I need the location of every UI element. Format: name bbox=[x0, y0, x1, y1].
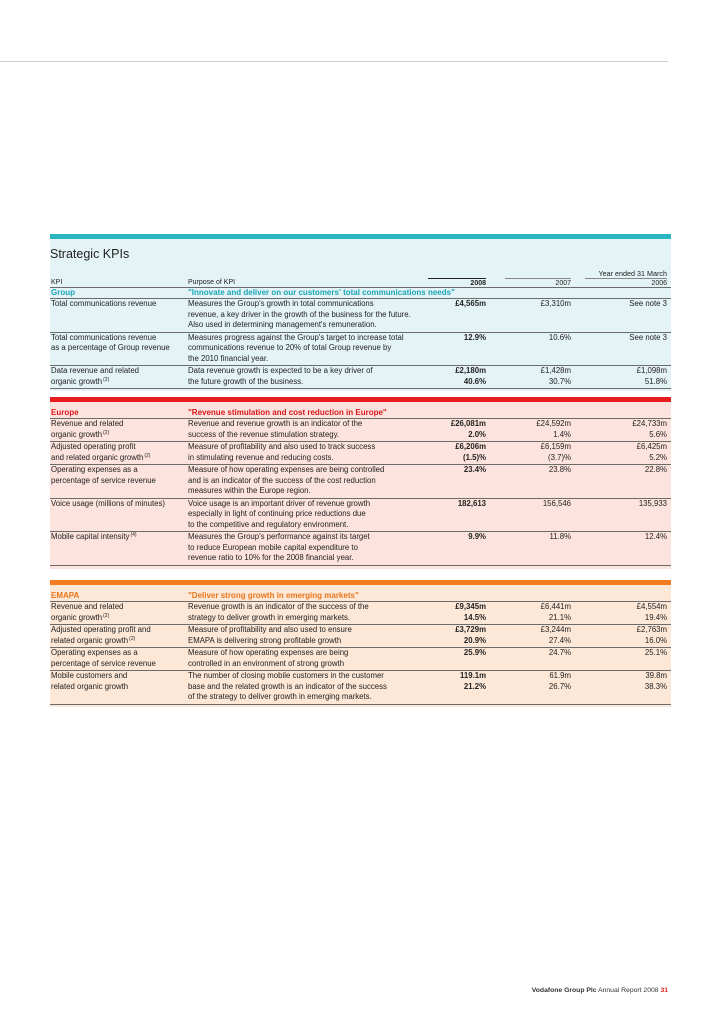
kpi-purpose-line: success of the revenue stimulation strategy. bbox=[188, 429, 340, 439]
kpi-purpose-line: Measure of profitability and also used to ensure bbox=[188, 625, 352, 634]
value-2006-line: See note 3 bbox=[629, 332, 667, 342]
kpi-purpose-line: the 2010 financial year. bbox=[188, 353, 269, 363]
value-2008-line: 25.9% bbox=[463, 648, 486, 657]
kpi-purpose-line: in stimulating revenue and reducing costs. bbox=[188, 452, 334, 462]
value-2007-line: £3,310m bbox=[540, 299, 571, 308]
page-title: Strategic KPIs bbox=[50, 247, 130, 261]
value-2007-line: 23.8% bbox=[548, 465, 571, 474]
value-2007-line: (3.7)% bbox=[548, 452, 571, 462]
value-2007-line: 61.9m bbox=[549, 671, 571, 680]
value-2006-line: See note 3 bbox=[629, 299, 667, 308]
value-2007-line: 11.8% bbox=[549, 532, 571, 541]
kpi-table-row bbox=[50, 671, 671, 705]
kpi-purpose-line: base and the related growth is an indicator of the success bbox=[188, 681, 387, 691]
kpi-purpose bbox=[188, 419, 438, 440]
kpi-table-row bbox=[50, 333, 671, 367]
kpi-label-line: organic growth bbox=[51, 429, 103, 439]
year-2008-header: 2008 bbox=[428, 278, 486, 288]
value-2008-line: 9.9% bbox=[468, 532, 486, 541]
top-divider bbox=[0, 61, 668, 62]
value-2007 bbox=[505, 671, 571, 692]
purpose-column-header: Purpose of KPI bbox=[188, 279, 236, 286]
kpi-table-row bbox=[50, 532, 671, 566]
value-2008-line: £6,206m bbox=[455, 442, 486, 451]
kpi-label-line: and related organic growth bbox=[51, 452, 144, 462]
value-2007 bbox=[505, 625, 571, 646]
value-2006-line: 39.8m bbox=[645, 671, 667, 680]
value-2007-line: 156,546 bbox=[542, 498, 571, 508]
value-2006 bbox=[585, 299, 667, 310]
value-2008 bbox=[428, 671, 486, 692]
value-2007 bbox=[505, 366, 571, 387]
kpi-purpose-line: of the strategy to deliver growth in emerging markets. bbox=[188, 692, 372, 701]
kpi-label-line: Total communications revenue bbox=[51, 332, 157, 342]
value-2007-line: 24.7% bbox=[548, 648, 571, 657]
value-2006-line: 12.4% bbox=[644, 532, 667, 541]
value-2008-line: £4,565m bbox=[455, 299, 486, 308]
kpi-purpose-line: EMAPA is delivering strong profitable growth bbox=[188, 635, 342, 645]
kpi-purpose-line: Measures progress against the Group's target to increase total bbox=[188, 332, 404, 342]
group-section-header bbox=[50, 288, 671, 299]
value-2007-line: 27.4% bbox=[548, 635, 571, 645]
value-2007 bbox=[505, 333, 571, 344]
kpi-label bbox=[51, 333, 186, 354]
europe-section-name: Europe bbox=[51, 408, 79, 417]
kpi-table-row bbox=[50, 625, 671, 648]
value-2006 bbox=[585, 532, 667, 543]
value-2008-line: 12.9% bbox=[463, 332, 486, 342]
value-2008-line: £26,081m bbox=[450, 419, 486, 428]
footer-company: Vodafone Group Plc bbox=[531, 987, 597, 994]
kpi-table-row bbox=[50, 366, 671, 389]
value-2006 bbox=[585, 366, 667, 387]
value-2007-line: £6,159m bbox=[540, 442, 571, 451]
value-2007 bbox=[505, 465, 571, 476]
kpi-label-line: Adjusted operating profit and bbox=[51, 625, 151, 634]
value-2006-line: 16.0% bbox=[644, 635, 667, 645]
kpi-label-line: Total communications revenue bbox=[51, 299, 157, 308]
kpi-label-line: organic growth bbox=[51, 376, 103, 386]
kpi-label bbox=[51, 299, 186, 310]
value-2006 bbox=[585, 419, 667, 440]
kpi-label: Revenue and related organic growth (2) bbox=[51, 419, 186, 440]
kpi-label-line: Mobile capital intensity bbox=[51, 532, 130, 541]
value-2007 bbox=[505, 648, 571, 659]
kpi-purpose-line: Revenue and revenue growth is an indicator of the bbox=[188, 419, 363, 428]
kpi-purpose bbox=[188, 648, 438, 669]
kpi-label bbox=[51, 671, 186, 692]
kpi-purpose-line: Measures the Group's growth in total communications bbox=[188, 299, 374, 308]
kpi-purpose bbox=[188, 442, 438, 463]
kpi-label-line: percentage of service revenue bbox=[51, 658, 156, 668]
value-2006-line: £1,098m bbox=[636, 366, 667, 375]
value-2006-line: 51.8% bbox=[644, 376, 667, 386]
kpi-purpose bbox=[188, 299, 438, 331]
kpi-purpose-line: Measure of profitability and also used to track success bbox=[188, 442, 376, 451]
kpi-purpose-line: controlled in an environment of strong growth bbox=[188, 658, 345, 668]
value-2008 bbox=[428, 333, 486, 344]
kpi-table-row bbox=[50, 499, 671, 533]
kpi-purpose-line: Measures the Group's performance against its target bbox=[188, 532, 370, 541]
value-2007-line: 21.1% bbox=[548, 612, 571, 622]
kpi-table-row bbox=[50, 419, 671, 442]
value-2008 bbox=[428, 648, 486, 659]
kpi-label-line: Voice usage (millions of minutes) bbox=[51, 498, 165, 508]
europe-section-header bbox=[50, 408, 671, 419]
value-2008-line: 182,613 bbox=[457, 498, 486, 508]
kpi-label-line: Adjusted operating profit bbox=[51, 442, 136, 451]
value-2006 bbox=[585, 648, 667, 659]
group-section-theme: "Innovate and deliver on our customers' total communications needs" bbox=[188, 288, 455, 297]
value-2006-line: 5.6% bbox=[649, 429, 667, 439]
value-2006-line: £2,763m bbox=[636, 625, 667, 634]
emapa-section-theme: "Deliver strong growth in emerging markets" bbox=[188, 591, 359, 600]
value-2008 bbox=[428, 532, 486, 543]
value-2008-line: £2,180m bbox=[455, 366, 486, 375]
value-2008 bbox=[428, 499, 486, 510]
value-2006 bbox=[585, 671, 667, 692]
kpi-label bbox=[51, 499, 186, 510]
kpi-purpose bbox=[188, 465, 438, 497]
kpi-label-line: Data revenue and related bbox=[51, 366, 139, 375]
emapa-section-name: EMAPA bbox=[51, 591, 80, 600]
value-2008-line: 119.1m bbox=[459, 671, 486, 680]
europe-section-theme: "Revenue stimulation and cost reduction in Europe" bbox=[188, 408, 387, 417]
kpi-label-line: organic growth bbox=[51, 612, 103, 622]
value-2006-line: 5.2% bbox=[649, 452, 667, 462]
year-2007-header: 2007 bbox=[505, 278, 571, 288]
value-2008 bbox=[428, 299, 486, 310]
kpi-purpose bbox=[188, 671, 438, 703]
value-2006-line: 22.8% bbox=[644, 465, 667, 474]
kpi-label: Adjusted operating profit and related organic growth (2) bbox=[51, 442, 186, 463]
emapa-panel bbox=[50, 580, 671, 707]
value-2007 bbox=[505, 532, 571, 543]
value-2006-line: £24,733m bbox=[632, 419, 667, 428]
kpi-purpose-line: revenue ratio to 10% for the 2008 financial year. bbox=[188, 553, 354, 562]
kpi-purpose-line: and is an indicator of the success of the cost reduction bbox=[188, 475, 376, 485]
value-2006 bbox=[585, 442, 667, 463]
kpi-table-row bbox=[50, 299, 671, 333]
value-2006-line: 19.4% bbox=[644, 612, 667, 622]
kpi-label: Adjusted operating profit and related organic growth (2) bbox=[51, 625, 186, 646]
value-2008 bbox=[428, 366, 486, 387]
kpi-purpose-line: Voice usage is an important driver of revenue growth bbox=[188, 498, 371, 508]
kpi-label-line: Revenue and related bbox=[51, 419, 124, 428]
kpi-purpose bbox=[188, 602, 438, 623]
value-2008-line: £9,345m bbox=[455, 602, 486, 611]
value-2008 bbox=[428, 442, 486, 463]
kpi-purpose bbox=[188, 366, 438, 387]
kpi-purpose-line: strategy to deliver growth in emerging markets. bbox=[188, 612, 351, 622]
footer-report: Annual Report 2008 bbox=[598, 987, 659, 994]
kpi-label bbox=[51, 648, 186, 669]
kpi-table-row bbox=[50, 602, 671, 625]
kpi-label-line: Revenue and related bbox=[51, 602, 124, 611]
kpi-label-line: related organic growth bbox=[51, 681, 129, 691]
value-2006 bbox=[585, 602, 667, 623]
kpi-purpose-line: Also used in determining management's remuneration. bbox=[188, 320, 377, 329]
value-2008-line: 14.5% bbox=[463, 612, 486, 622]
value-2007 bbox=[505, 299, 571, 310]
kpi-label: Data revenue and related organic growth (2) bbox=[51, 366, 186, 387]
kpi-purpose-line: measures within the Europe region. bbox=[188, 486, 311, 495]
value-2006-line: £4,554m bbox=[636, 602, 667, 611]
value-2007 bbox=[505, 442, 571, 463]
value-2007-line: 26.7% bbox=[548, 681, 571, 691]
value-2008-line: 2.0% bbox=[468, 429, 486, 439]
kpi-purpose-line: Data revenue growth is expected to be a key driver of bbox=[188, 366, 373, 375]
kpi-purpose-line: revenue, a key driver in the growth of the business for the future. bbox=[188, 309, 411, 319]
emapa-section-header bbox=[50, 591, 671, 602]
kpi-label-line: related organic growth bbox=[51, 635, 129, 645]
year-ended-note: Year ended 31 March bbox=[598, 269, 667, 278]
value-2008-line: £3,729m bbox=[455, 625, 486, 634]
kpi-purpose-line: to reduce European mobile capital expenditure to bbox=[188, 542, 358, 552]
value-2008 bbox=[428, 465, 486, 476]
value-2008-line: (1.5)% bbox=[463, 452, 486, 462]
strategic-kpis-group-panel bbox=[50, 234, 671, 391]
value-2006 bbox=[585, 499, 667, 510]
europe-rows bbox=[50, 419, 671, 566]
value-2006 bbox=[585, 333, 667, 344]
page-footer bbox=[532, 987, 668, 994]
kpi-purpose-line: Revenue growth is an indicator of the success of the bbox=[188, 602, 369, 611]
group-rows bbox=[50, 299, 671, 389]
kpi-label-line: percentage of service revenue bbox=[51, 475, 156, 485]
kpi-column-header: KPI bbox=[51, 279, 63, 286]
europe-panel bbox=[50, 397, 671, 569]
kpi-purpose-line: communications revenue to 20% of total Group revenue by bbox=[188, 343, 392, 352]
kpi-purpose-line: Measure of how operating expenses are being controlled bbox=[188, 465, 385, 474]
kpi-label bbox=[51, 465, 186, 486]
kpi-label-line: Mobile customers and bbox=[51, 671, 128, 680]
kpi-label-line: Operating expenses as a bbox=[51, 465, 138, 474]
kpi-purpose bbox=[188, 333, 438, 365]
value-2007-line: £1,428m bbox=[540, 366, 571, 375]
page-number: 31 bbox=[660, 987, 668, 994]
kpi-table-row bbox=[50, 442, 671, 465]
kpi-label: Revenue and related organic growth (2) bbox=[51, 602, 186, 623]
group-section-name: Group bbox=[51, 288, 75, 297]
kpi-table-row bbox=[50, 648, 671, 671]
value-2006-line: 135,933 bbox=[638, 498, 667, 508]
value-2008-line: 21.2% bbox=[463, 681, 486, 691]
value-2006-line: £6,425m bbox=[636, 442, 667, 451]
kpi-label-line: as a percentage of Group revenue bbox=[51, 343, 170, 352]
value-2007-line: £24,592m bbox=[536, 419, 571, 428]
kpi-purpose-line: The number of closing mobile customers in the customer bbox=[188, 671, 384, 680]
value-2006 bbox=[585, 465, 667, 476]
kpi-purpose bbox=[188, 625, 438, 646]
value-2006-line: 25.1% bbox=[644, 648, 667, 657]
value-2008 bbox=[428, 625, 486, 646]
value-2006-line: 38.3% bbox=[644, 681, 667, 691]
kpi-label-line: Operating expenses as a bbox=[51, 648, 138, 657]
kpi-purpose bbox=[188, 532, 438, 564]
kpi-purpose bbox=[188, 499, 438, 531]
kpi-table-row bbox=[50, 465, 671, 499]
value-2007-line: 30.7% bbox=[548, 376, 571, 386]
kpi-purpose-line: especially in light of continuing price reductions due bbox=[188, 509, 366, 518]
kpi-label: Mobile capital intensity (4) bbox=[51, 532, 186, 543]
value-2006 bbox=[585, 625, 667, 646]
year-2006-header: 2006 bbox=[585, 278, 667, 288]
value-2007-line: £6,441m bbox=[540, 602, 571, 611]
kpi-purpose-line: Measure of how operating expenses are being bbox=[188, 648, 349, 657]
emapa-rows bbox=[50, 602, 671, 705]
value-2007 bbox=[505, 602, 571, 623]
value-2007-line: £3,244m bbox=[540, 625, 571, 634]
value-2008-line: 40.6% bbox=[463, 376, 486, 386]
value-2008 bbox=[428, 602, 486, 623]
value-2008-line: 23.4% bbox=[463, 465, 486, 474]
value-2007 bbox=[505, 499, 571, 510]
value-2008-line: 20.9% bbox=[463, 635, 486, 645]
value-2007-line: 10.6% bbox=[548, 332, 571, 342]
kpi-purpose-line: the future growth of the business. bbox=[188, 376, 304, 386]
kpi-purpose-line: to the competitive and regulatory environment. bbox=[188, 519, 349, 529]
value-2008 bbox=[428, 419, 486, 440]
column-header-row bbox=[50, 278, 671, 288]
value-2007-line: 1.4% bbox=[553, 429, 571, 439]
value-2007 bbox=[505, 419, 571, 440]
